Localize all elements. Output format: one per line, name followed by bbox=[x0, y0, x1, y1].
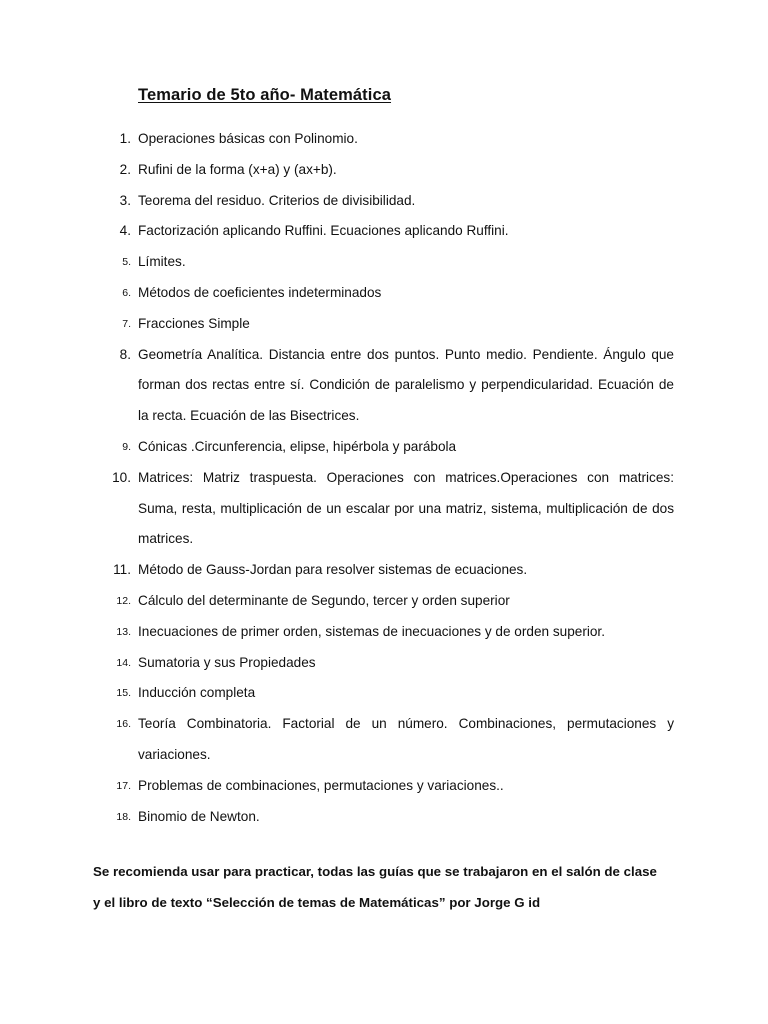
list-item-number: 6. bbox=[122, 286, 131, 299]
list-item bbox=[0, 678, 768, 709]
list-item-text: Teorema del residuo. Criterios de divisibilidad. bbox=[138, 192, 416, 208]
list-item bbox=[0, 648, 768, 679]
list-item-text: Geometría Analítica. Distancia entre dos puntos. Punto medio. Pendiente. Ángulo que forman dos rectas entre sí. Condición de paralelismo y perpendicularidad. Ecuación de la recta. Ecuación de las Bisectrices. bbox=[138, 346, 674, 424]
list-item-number: 16. bbox=[116, 718, 131, 731]
list-item bbox=[0, 340, 768, 432]
list-item-number: 5. bbox=[122, 256, 131, 269]
list-item bbox=[0, 709, 768, 771]
list-item-text: Rufini de la forma (x+a) y (ax+b). bbox=[138, 161, 337, 177]
list-item-number: 2. bbox=[119, 161, 131, 177]
list-item-text: Cálculo del determinante de Segundo, tercer y orden superior bbox=[138, 592, 510, 608]
list-item-text: Fracciones Simple bbox=[138, 315, 250, 331]
list-item-number: 13. bbox=[116, 625, 131, 638]
list-item bbox=[0, 463, 768, 555]
list-item-number: 17. bbox=[116, 779, 131, 792]
list-item-number: 10. bbox=[112, 469, 131, 485]
list-item bbox=[0, 586, 768, 617]
list-item-text: Problemas de combinaciones, permutaciones y variaciones.. bbox=[138, 777, 504, 793]
list-item-number: 4. bbox=[119, 223, 131, 239]
list-item-text: Inducción completa bbox=[138, 685, 256, 701]
list-item-text: Cónicas .Circunferencia, elipse, hipérbola y parábola bbox=[138, 438, 457, 454]
list-item-text: Matrices: Matriz traspuesta. Operaciones con matrices.Operaciones con matrices: Suma, resta, multiplicación de un escalar por una matriz, sistema, multiplicación de dos matrices. bbox=[138, 469, 674, 547]
list-item-number: 9. bbox=[122, 440, 131, 453]
list-item-number: 7. bbox=[122, 317, 131, 330]
document-title: Temario de 5to año- Matemática bbox=[138, 86, 392, 104]
list-item bbox=[0, 124, 768, 155]
list-item bbox=[0, 617, 768, 648]
list-item-number: 14. bbox=[116, 656, 131, 669]
list-item-number: 12. bbox=[116, 594, 131, 607]
list-item-number: 8. bbox=[119, 346, 131, 362]
list-item bbox=[0, 555, 768, 586]
list-item-number: 3. bbox=[119, 192, 131, 208]
list-item bbox=[0, 432, 768, 463]
topics-list bbox=[0, 124, 768, 832]
list-item bbox=[0, 155, 768, 186]
list-item-number: 1. bbox=[119, 131, 131, 146]
list-item-text: Operaciones básicas con Polinomio. bbox=[138, 131, 358, 146]
list-item-text: Sumatoria y sus Propiedades bbox=[138, 654, 316, 670]
list-item-text: Límites. bbox=[138, 254, 186, 270]
list-item bbox=[0, 216, 768, 247]
list-item-text: Métodos de coeficientes indeterminados bbox=[138, 284, 382, 300]
list-item-text: Inecuaciones de primer orden, sistemas de inecuaciones y de orden superior. bbox=[138, 623, 605, 639]
list-item bbox=[0, 278, 768, 309]
list-item-number: 15. bbox=[116, 687, 131, 700]
list-item-text: Factorización aplicando Ruffini. Ecuaciones aplicando Ruffini. bbox=[138, 223, 509, 239]
list-item bbox=[0, 309, 768, 340]
list-item-text: Método de Gauss-Jordan para resolver sistemas de ecuaciones. bbox=[138, 562, 528, 578]
list-item bbox=[0, 247, 768, 278]
recommendation-note: Se recomienda usar para practicar, todas las guías que se trabajaron en el salón de clase y el libro de texto “Selección de temas de Matemáticas” por Jorge G id bbox=[93, 864, 657, 910]
list-item-text: Binomio de Newton. bbox=[138, 808, 260, 824]
list-item bbox=[0, 186, 768, 217]
list-item bbox=[0, 802, 768, 833]
list-item-text: Teoría Combinatoria. Factorial de un número. Combinaciones, permutaciones y variaciones. bbox=[138, 716, 674, 762]
list-item-number: 18. bbox=[116, 810, 131, 823]
list-item bbox=[0, 771, 768, 802]
list-item-number: 11. bbox=[113, 562, 131, 578]
